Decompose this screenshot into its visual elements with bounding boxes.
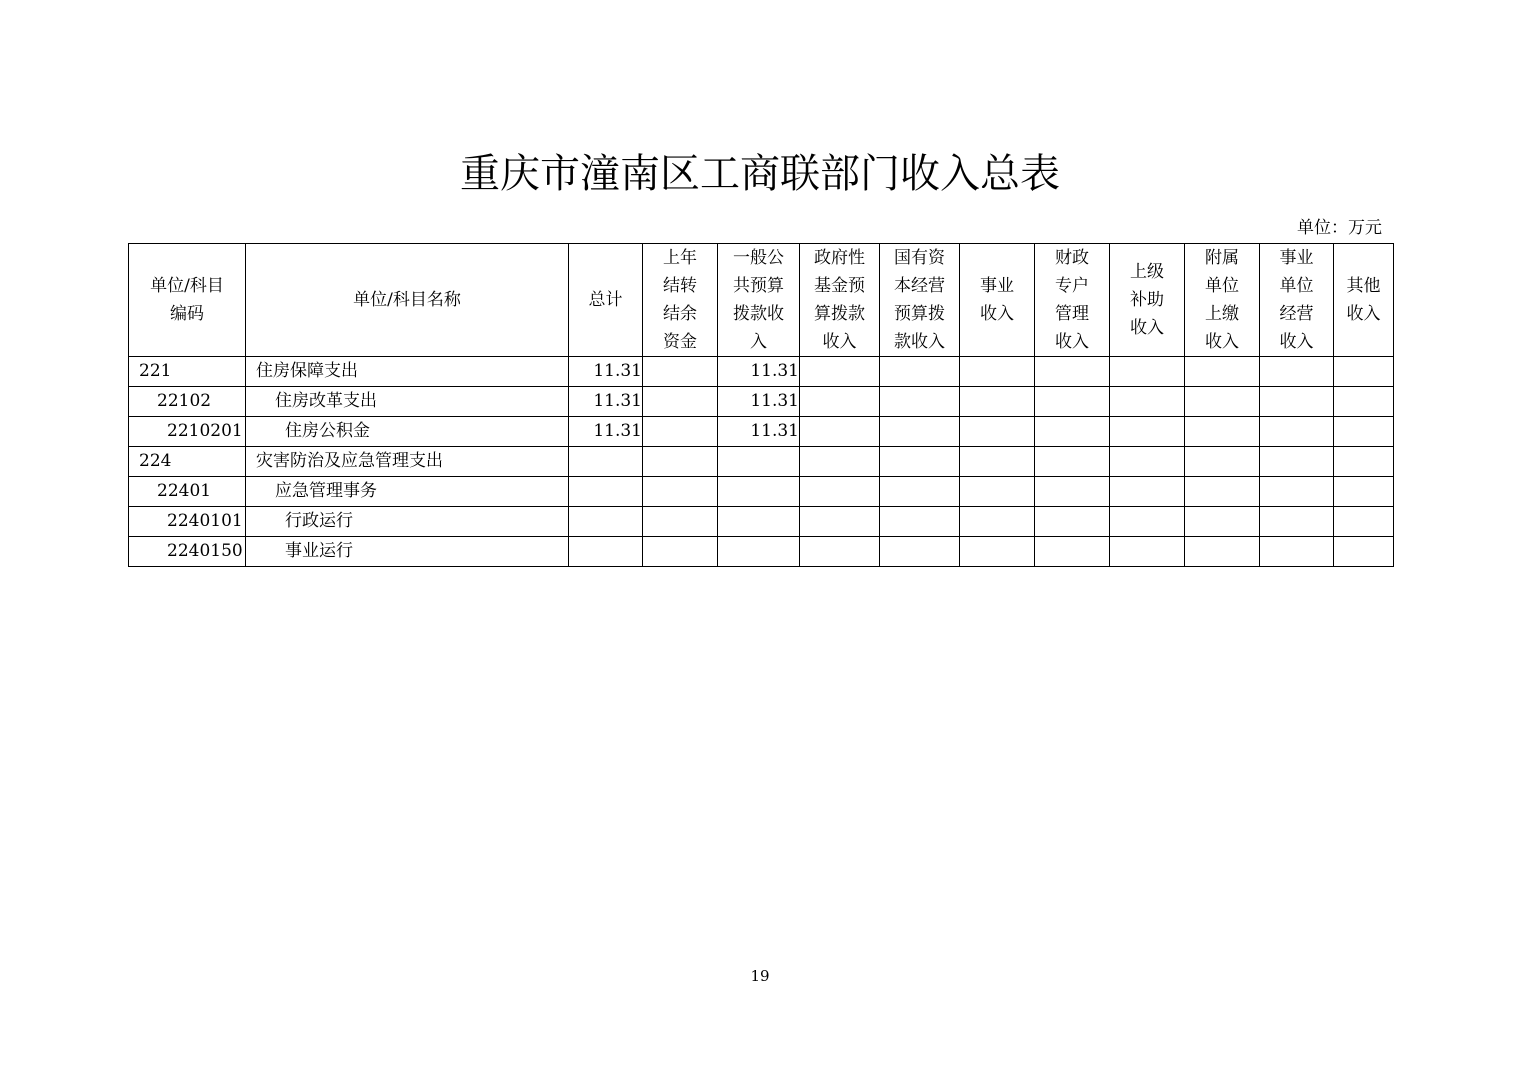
cell-total [569, 537, 643, 567]
cell-other [1334, 477, 1394, 507]
cell-name: 住房公积金 [246, 417, 569, 447]
cell-other [1334, 387, 1394, 417]
cell-code: 2240101 [129, 507, 246, 537]
cell-fiscal-account [1035, 447, 1110, 477]
cell-business-income [960, 387, 1035, 417]
cell-business-income [960, 507, 1035, 537]
table-row [129, 417, 1394, 447]
table-row [129, 357, 1394, 387]
cell-prior-year [643, 387, 718, 417]
cell-superior-subsidy [1110, 537, 1185, 567]
table-row [129, 387, 1394, 417]
cell-general-budget: 11.31 [718, 387, 800, 417]
cell-gov-fund [800, 507, 880, 537]
cell-business-income [960, 447, 1035, 477]
header-row [129, 244, 1394, 357]
header-gov-fund-budget: 政府性 基金预 算拨款 收入 [800, 244, 880, 357]
cell-superior-subsidy [1110, 357, 1185, 387]
cell-business-operation [1260, 477, 1334, 507]
table-row [129, 507, 1394, 537]
cell-gov-fund [800, 417, 880, 447]
cell-gov-fund [800, 477, 880, 507]
cell-general-budget [718, 447, 800, 477]
cell-code: 224 [129, 447, 246, 477]
cell-superior-subsidy [1110, 417, 1185, 447]
cell-code: 22102 [129, 387, 246, 417]
cell-superior-subsidy [1110, 477, 1185, 507]
header-state-capital-budget: 国有资 本经营 预算拨 款收入 [880, 244, 960, 357]
header-business-income: 事业 收入 [960, 244, 1035, 357]
table-row [129, 477, 1394, 507]
cell-gov-fund [800, 447, 880, 477]
cell-code: 221 [129, 357, 246, 387]
cell-superior-subsidy [1110, 387, 1185, 417]
cell-general-budget [718, 477, 800, 507]
cell-state-capital [880, 387, 960, 417]
table-row [129, 447, 1394, 477]
cell-state-capital [880, 447, 960, 477]
cell-business-operation [1260, 357, 1334, 387]
cell-other [1334, 537, 1394, 567]
cell-business-income [960, 477, 1035, 507]
cell-general-budget [718, 537, 800, 567]
cell-prior-year [643, 477, 718, 507]
cell-gov-fund [800, 357, 880, 387]
cell-superior-subsidy [1110, 507, 1185, 537]
cell-fiscal-account [1035, 477, 1110, 507]
cell-total [569, 507, 643, 537]
cell-prior-year [643, 447, 718, 477]
cell-gov-fund [800, 387, 880, 417]
cell-affiliated-units [1185, 387, 1260, 417]
cell-name: 住房保障支出 [246, 357, 569, 387]
cell-business-operation [1260, 387, 1334, 417]
cell-general-budget [718, 507, 800, 537]
cell-other [1334, 357, 1394, 387]
cell-name: 行政运行 [246, 507, 569, 537]
header-code: 单位/科目 编码 [129, 244, 246, 357]
cell-superior-subsidy [1110, 447, 1185, 477]
table-header [129, 244, 1394, 357]
cell-general-budget: 11.31 [718, 417, 800, 447]
cell-fiscal-account [1035, 417, 1110, 447]
cell-state-capital [880, 507, 960, 537]
cell-other [1334, 507, 1394, 537]
header-general-budget: 一般公 共预算 拨款收 入 [718, 244, 800, 357]
table-body [129, 357, 1394, 567]
cell-prior-year [643, 357, 718, 387]
cell-business-operation [1260, 417, 1334, 447]
cell-business-operation [1260, 537, 1334, 567]
cell-prior-year [643, 507, 718, 537]
cell-business-income [960, 537, 1035, 567]
header-other-income: 其他 收入 [1334, 244, 1394, 357]
cell-affiliated-units [1185, 417, 1260, 447]
cell-fiscal-account [1035, 357, 1110, 387]
page-number: 19 [750, 967, 770, 985]
cell-affiliated-units [1185, 507, 1260, 537]
header-affiliated-units: 附属 单位 上缴 收入 [1185, 244, 1260, 357]
cell-state-capital [880, 357, 960, 387]
cell-total [569, 477, 643, 507]
cell-code: 2240150 [129, 537, 246, 567]
cell-business-income [960, 417, 1035, 447]
cell-total [569, 447, 643, 477]
cell-state-capital [880, 417, 960, 447]
cell-state-capital [880, 537, 960, 567]
cell-business-income [960, 357, 1035, 387]
cell-total: 11.31 [569, 387, 643, 417]
cell-fiscal-account [1035, 387, 1110, 417]
cell-prior-year [643, 537, 718, 567]
cell-total: 11.31 [569, 357, 643, 387]
header-name: 单位/科目名称 [246, 244, 569, 357]
unit-label: 单位：万元 [1297, 218, 1382, 238]
cell-name: 应急管理事务 [246, 477, 569, 507]
cell-code: 22401 [129, 477, 246, 507]
table-row [129, 537, 1394, 567]
cell-affiliated-units [1185, 447, 1260, 477]
cell-affiliated-units [1185, 477, 1260, 507]
cell-prior-year [643, 417, 718, 447]
cell-affiliated-units [1185, 537, 1260, 567]
cell-name: 灾害防治及应急管理支出 [246, 447, 569, 477]
header-superior-subsidy: 上级 补助 收入 [1110, 244, 1185, 357]
cell-business-operation [1260, 507, 1334, 537]
cell-other [1334, 417, 1394, 447]
cell-business-operation [1260, 447, 1334, 477]
cell-code: 2210201 [129, 417, 246, 447]
income-summary-table [128, 243, 1394, 567]
header-business-operation: 事业 单位 经营 收入 [1260, 244, 1334, 357]
cell-fiscal-account [1035, 537, 1110, 567]
header-total: 总计 [569, 244, 643, 357]
header-prior-year-balance: 上年 结转 结余 资金 [643, 244, 718, 357]
cell-fiscal-account [1035, 507, 1110, 537]
cell-general-budget: 11.31 [718, 357, 800, 387]
header-fiscal-account-income: 财政 专户 管理 收入 [1035, 244, 1110, 357]
cell-state-capital [880, 477, 960, 507]
cell-name: 事业运行 [246, 537, 569, 567]
cell-gov-fund [800, 537, 880, 567]
document-title: 重庆市潼南区工商联部门收入总表 [460, 151, 1060, 197]
cell-total: 11.31 [569, 417, 643, 447]
cell-name: 住房改革支出 [246, 387, 569, 417]
cell-other [1334, 447, 1394, 477]
cell-affiliated-units [1185, 357, 1260, 387]
